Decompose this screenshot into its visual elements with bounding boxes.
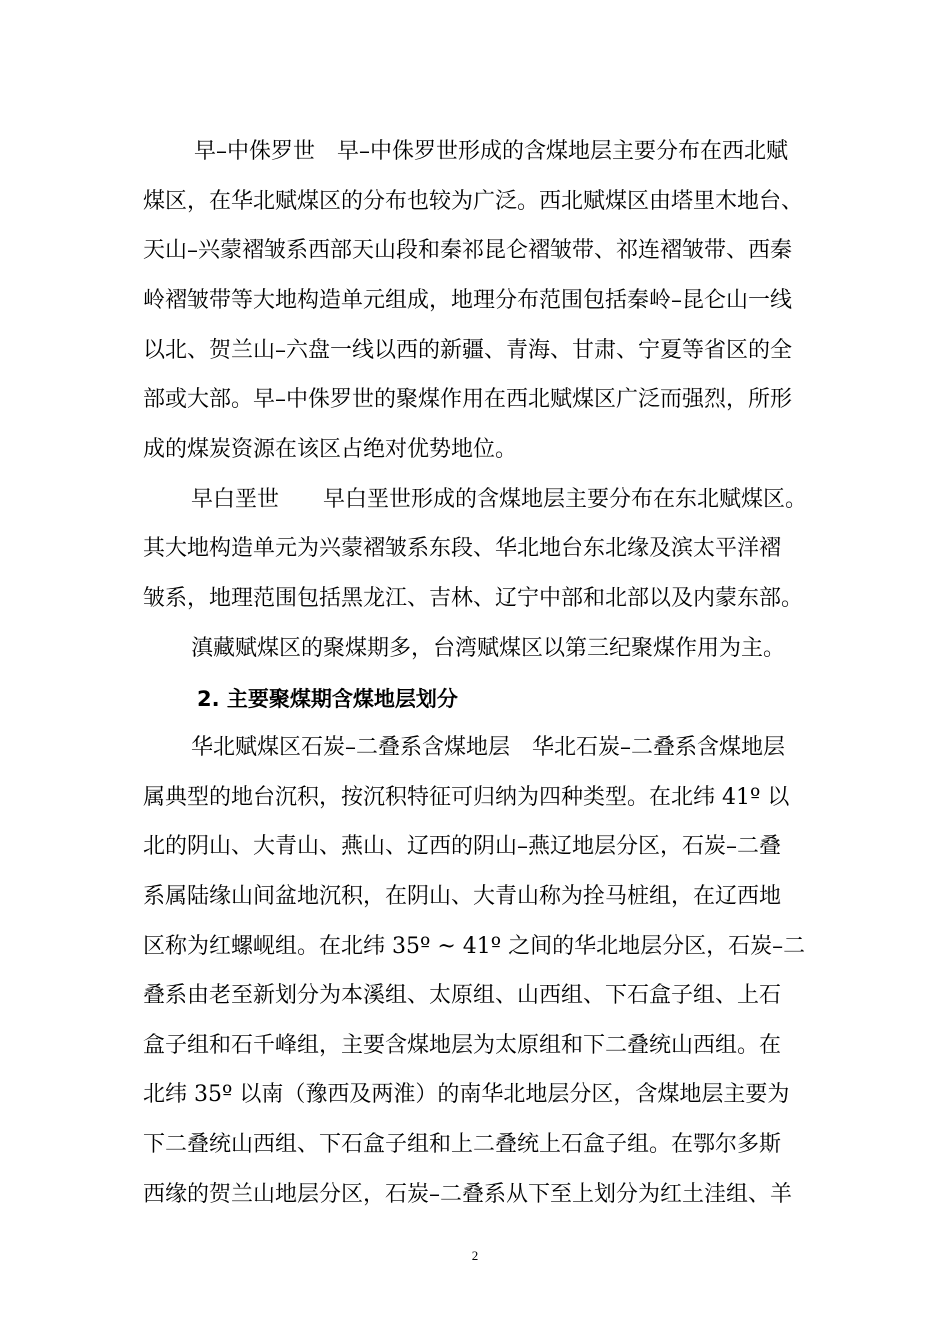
section-heading: 2. 主要聚煤期含煤地层划分 [197,687,458,711]
text-line: 盒子组和石千峰组，主要含煤地层为太原组和下二叠统山西组。在 [143,1033,782,1058]
text-line: 叠系由老至新划分为本溪组、太原组、山西组、下石盒子组、上石 [143,983,782,1008]
text-line: 成的煤炭资源在该区占绝对优势地位。 [143,437,518,462]
text-line: 区称为红螺岘组。在北纬 35º ~ 41º 之间的华北地层分区，石炭–二 [143,934,806,959]
text-line: 西缘的贺兰山地层分区，石炭–二叠系从下至上划分为红土洼组、羊 [143,1182,793,1207]
text-line: 系属陆缘山间盆地沉积，在阴山、大青山称为拴马桩组，在辽西地 [143,884,782,909]
text-line: 岭褶皱带等大地构造单元组成，地理分布范围包括秦岭–昆仑山一线 [143,288,793,313]
text-line: 煤区，在华北赋煤区的分布也较为广泛。西北赋煤区由塔里木地台、 [143,189,804,214]
text-line: 北纬 35º 以南（豫西及两淮）的南华北地层分区，含煤地层主要为 [143,1082,790,1107]
text-line: 早白垩世 早白垩世形成的含煤地层主要分布在东北赋煤区。 [191,487,808,512]
text-line: 其大地构造单元为兴蒙褶皱系东段、华北地台东北缘及滨太平洋褶 [143,536,782,561]
text-line: 北的阴山、大青山、燕山、辽西的阴山–燕辽地层分区，石炭–二叠 [143,834,782,859]
text-line: 下二叠统山西组、下石盒子组和上二叠统上石盒子组。在鄂尔多斯 [143,1132,782,1157]
text-line: 天山–兴蒙褶皱系西部天山段和秦祁昆仑褶皱带、祁连褶皱带、西秦 [143,238,793,263]
text-line: 以北、贺兰山–六盘一线以西的新疆、青海、甘肃、宁夏等省区的全 [143,338,793,363]
text-line: 属典型的地台沉积，按沉积特征可归纳为四种类型。在北纬 41º 以 [143,785,790,810]
text-line: 部或大部。早–中侏罗世的聚煤作用在西北赋煤区广泛而强烈，所形 [143,387,793,412]
text-line: 滇藏赋煤区的聚煤期多，台湾赋煤区以第三纪聚煤作用为主。 [191,636,786,661]
page-number: 2 [471,1248,479,1263]
text-line: 皱系，地理范围包括黑龙江、吉林、辽宁中部和北部以及内蒙东部。 [143,586,804,611]
text-line: 早–中侏罗世 早–中侏罗世形成的含煤地层主要分布在西北赋 [194,139,789,164]
text-line: 华北赋煤区石炭–二叠系含煤地层 华北石炭–二叠系含煤地层 [191,735,786,760]
